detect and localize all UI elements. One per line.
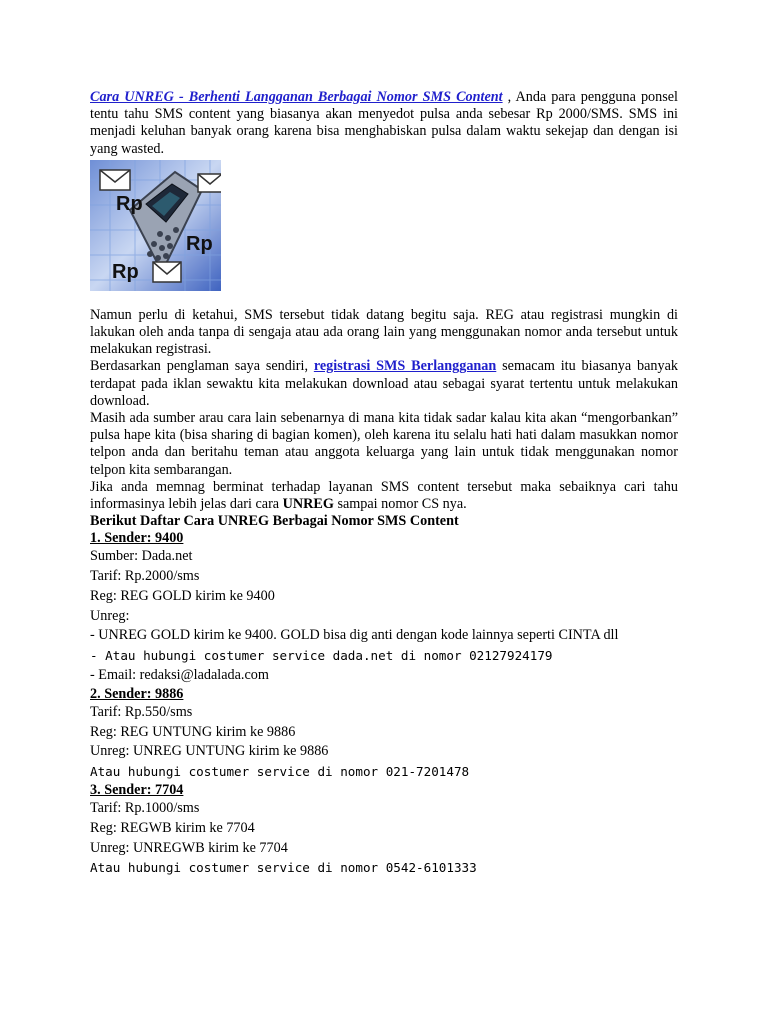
section-line: Tarif: Rp.1000/sms — [90, 800, 200, 817]
intro-text: , Anda para pengguna ponsel tentu tahu SMS content yang biasanya akan menyedot pulsa anda sebesar Rp 2000/SMS. SMS ini menjadi keluhan banyak orang karena bisa menghabiskan pulsa dalam waktu sekejap dan dengan isi yang wasted. — [90, 89, 678, 157]
section-line: Atau hubungi costumer service di nomor 021-7201478 — [90, 764, 470, 780]
list-heading: Berikut Daftar Cara UNREG Berbagai Nomor SMS Content — [90, 513, 459, 530]
section-line: Reg: REG GOLD kirim ke 9400 — [90, 587, 275, 604]
paragraph-4 — [90, 479, 678, 513]
section-line: Reg: REGWB kirim ke 7704 — [90, 819, 255, 836]
paragraph-4-bold: UNREG — [282, 496, 334, 513]
section-2 — [90, 686, 678, 782]
paragraph-4-before: Jika anda memnag berminat terhadap layanan SMS content tersebut maka sebaiknya cari tahu informasinya lebih jelas dari cara — [90, 478, 678, 513]
paragraph-2-before: Berdasarkan penglaman saya sendiri, — [90, 358, 314, 375]
section-heading: 3. Sender: 7704 — [90, 782, 184, 799]
section-3 — [90, 782, 678, 878]
section-1 — [90, 530, 678, 686]
sms-phone-illustration — [90, 160, 221, 291]
phone-image — [90, 160, 221, 291]
rp-label-1: Rp — [116, 192, 143, 215]
title-link[interactable]: Cara UNREG - Berhenti Langganan Berbagai Nomor SMS Content — [90, 89, 503, 105]
document-body — [90, 89, 678, 878]
paragraph-2 — [90, 358, 678, 410]
section-heading: 1. Sender: 9400 — [90, 530, 184, 547]
paragraph-2-after: semacam itu biasanya banyak terdapat pada iklan sewaktu kita melakukan download atau sebagai syarat tertentu untuk melakukan download. — [90, 358, 678, 409]
section-line: Reg: REG UNTUNG kirim ke 9886 — [90, 723, 296, 740]
registrasi-link[interactable]: registrasi SMS Berlangganan — [313, 358, 497, 375]
section-line: Sumber: Dada.net — [90, 548, 193, 565]
section-line: Unreg: UNREG UNTUNG kirim ke 9886 — [90, 743, 329, 760]
intro-paragraph — [90, 89, 678, 158]
section-line: Unreg: — [90, 607, 130, 624]
section-line: Tarif: Rp.2000/sms — [90, 568, 200, 585]
section-line: - UNREG GOLD kirim ke 9400. GOLD bisa dig anti dengan kode lainnya seperti CINTA dll — [90, 627, 619, 644]
section-heading: 2. Sender: 9886 — [90, 685, 184, 702]
paragraph-3: Masih ada sumber arau cara lain sebenarnya di mana kita tidak sadar kalau kita akan “mengorbankan” pulsa hape kita (bisa sharing di bagian komen), oleh karena itu selalu hati hati dalam masukkan nomor telpon anda dan beritahu teman atau anggota keluarga yang lain untuk tidak menggunakan nomor telpon kita sembarangan. — [90, 410, 678, 478]
paragraph-1: Namun perlu di ketahui, SMS tersebut tidak datang begitu saja. REG atau registrasi mungkin di lakukan oleh anda tanpa di sengaja atau ada orang lain yang menggunakan nomor anda tersebut untuk melakukan registrasi. — [90, 306, 678, 358]
section-line: Atau hubungi costumer service di nomor 0542-6101333 — [90, 860, 477, 876]
section-line: - Email: redaksi@ladalada.com — [90, 667, 269, 684]
section-line: Tarif: Rp.550/sms — [90, 703, 193, 720]
section-line: - Atau hubungi costumer service dada.net di nomor 02127924179 — [90, 648, 553, 664]
section-line: Unreg: UNREGWB kirim ke 7704 — [90, 839, 288, 856]
rp-label-2: Rp — [186, 232, 213, 255]
rp-label-3: Rp — [112, 260, 139, 283]
paragraph-4-after: sampai nomor CS nya. — [333, 496, 467, 513]
